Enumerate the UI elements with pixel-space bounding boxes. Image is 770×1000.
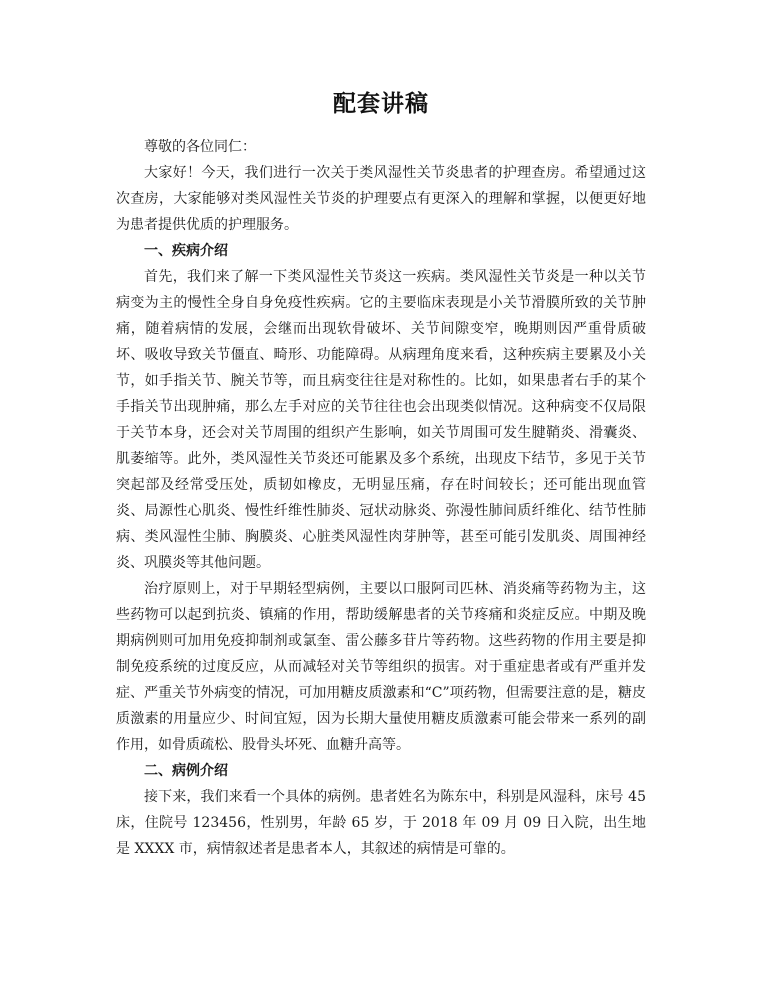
document-title: 配套讲稿 <box>333 90 429 117</box>
disease-paragraph-2: 治疗原则上，对于早期轻型病例，主要以口服阿司匹林、消炎痛等药物为主，这些药物可以起到抗炎、镇痛的作用，帮助缓解患者的关节疼痛和炎症反应。中期及晚期病例则可加用免疫抑制剂或氯奎、雷公藤多苷片等药物。这些药物的作用主要是抑制免疫系统的过度反应，从而减轻对关节等组织的损害。对于重症患者或有严重并发症、严重关节外病变的情况，可加用糖皮质激素和“C”项药物，但需要注意的是，糖皮质激素的用量应少、时间宜短，因为长期大量使用糖皮质激素可能会带来一系列的副作用，如骨质疏松、股骨头坏死、血糖升高等。 <box>116 581 646 753</box>
case-paragraph-1: 接下来，我们来看一个具体的病例。患者姓名为陈东中，科别是风湿科，床号 45 床，住院号 123456，性别男，年龄 65 岁，于 2018 年 09 月 09 日入院，出生地是 XXXX 市，病情叙述者是患者本人，其叙述的病情是可靠的。 <box>116 789 646 857</box>
disease-paragraph-1: 首先，我们来了解一下类风湿性关节炎这一疾病。类风湿性关节炎是一种以关节病变为主的慢性全身自身免疫性疾病。它的主要临床表现是小关节滑膜所致的关节肿痛，随着病情的发展，会继而出现软骨破坏、关节间隙变窄，晚期则因严重骨质破坏、吸收导致关节僵直、畸形、功能障碍。从病理角度来看，这种疾病主要累及小关节，如手指关节、腕关节等，而且病变往往是对称性的。比如，如果患者右手的某个手指关节出现肿痛，那么左手对应的关节往往也会出现类似情况。这种病变不仅局限于关节本身，还会对关节周围的组织产生影响，如关节周围可发生腱鞘炎、滑囊炎、肌萎缩等。此外，类风湿性关节炎还可能累及多个系统，出现皮下结节，多见于关节突起部及经常受压处，质韧如橡皮，无明显压痛，存在时间较长；还可能出现血管炎、局源性心肌炎、慢性纤维性肺炎、冠状动脉炎、弥漫性肺间质纤维化、结节性肺病、类风湿性尘肺、胸膜炎、心脏类风湿性肉芽肿等，甚至可能引发肌炎、周围神经炎、巩膜炎等其他问题。 <box>116 269 646 571</box>
document-page <box>116 88 646 862</box>
intro-paragraph: 大家好！今天，我们进行一次关于类风湿性关节炎患者的护理查房。希望通过这次查房，大家能够对类风湿性关节炎的护理要点有更深入的理解和掌握，以便更好地为患者提供优质的护理服务。 <box>116 165 646 233</box>
section-heading-disease: 一、疾病介绍 <box>144 243 228 259</box>
section-heading-case: 二、病例介绍 <box>144 763 228 779</box>
greeting-text: 尊敬的各位同仁： <box>144 139 256 155</box>
